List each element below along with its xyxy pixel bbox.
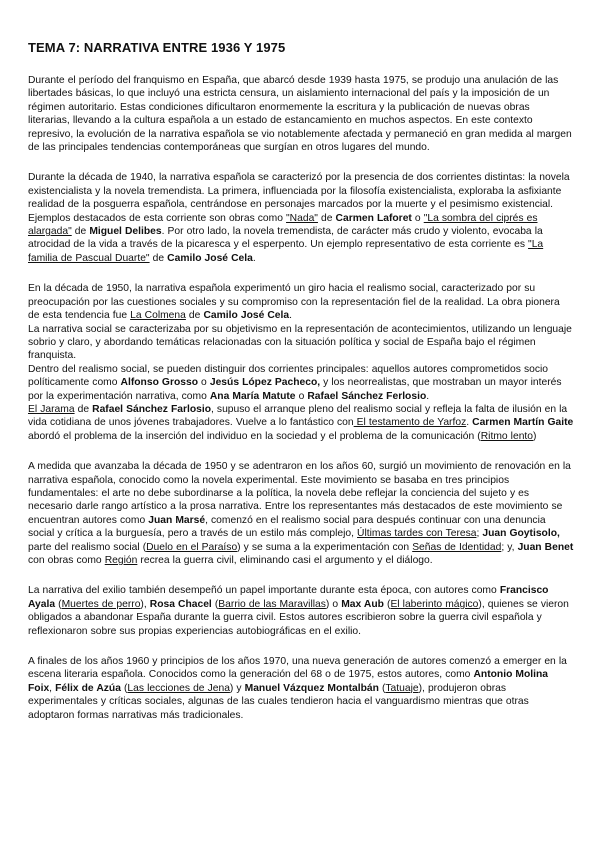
paragraph-gap: [28, 567, 574, 584]
text-run: de: [185, 310, 204, 322]
work-title: La Colmena: [130, 310, 186, 322]
text-run: ) y: [229, 682, 245, 694]
work-title: "La sombra del ciprés es alargada": [28, 212, 538, 238]
text-run: ), quienes se vieron obligados a abandonar España durante la guerra civil. Estos autores escribieron sobre la guerra civil española y reflexionaron sobre sus propias experiencias autobiográficas en el exilio.: [28, 598, 569, 637]
author-name: Jesús López Pacheco,: [209, 377, 321, 389]
author-name: Francisco Ayala: [28, 585, 549, 610]
work-title: "La familia de Pascual Duarte": [28, 239, 544, 264]
text-run: (: [55, 598, 62, 610]
text-run: , comenzó en el realismo social para después continuar con una denuncia social y crítica a la burguesía, pero a través de un estilo más complejo,: [28, 514, 546, 540]
text-run: La narrativa social se caracterizaba por su objetivismo en la representación de acontecimientos, utilizando un lenguaje sobrio y claro, y abordando temáticas relacionadas con la situación política y social de España bajo el régimen franquista.: [28, 323, 572, 362]
text-run: A finales de los años 1960 y principios de los años 1970, una nueva generación de autores comenzó a emerger en la escena literaria española. Conocidos como la generación del 68 o de 1975, estos autores, como: [28, 656, 567, 681]
text-run: A medida que avanzaba la década de 1950 y se adentraron en los años 60, surgió un movimiento de renovación en la narrativa española, conocido como la novela experimental. Este movimiento se basaba en tres principios fundamentales: el arte no debe subordinarse a la política, la novela debe reflejar la conciencia del sujeto y es necesario darle rango artístico a la prosa narrativa. Entre los representantes más destacados de este movimiento se encuentran autores como: [28, 461, 571, 526]
author-name: Antonio Molina Foix: [28, 669, 549, 694]
paragraph-franquismo: [28, 74, 574, 154]
text-run: con obras como: [28, 555, 105, 566]
author-name: Rafael Sánchez Farlosio: [92, 403, 211, 415]
text-run: de: [149, 252, 168, 264]
text-run: o: [411, 212, 424, 224]
author-name: Rosa Chacel: [149, 598, 212, 610]
text-run: Durante el período del franquismo en España, que abarcó desde 1939 hasta 1975, se produjo una anulación de las libertades básicas, lo que incluyó una estricta censura, un aislamiento internacional del país y la imposición de un régimen autoritario. Estas condiciones dificultaron enormemente la escritura y la publicación de nuevas obras literarias, llevando a la cultura española a un estado de estancamiento en muchos aspectos. En este contexto represivo, la evolución de la narrativa española se vio notablemente afectada y permaneció en gran medida al margen de las principales tendencias contemporáneas que surgían en otros lugares del mundo.: [28, 75, 572, 154]
text-run: ): [533, 430, 537, 442]
text-run: o: [197, 377, 210, 389]
paragraph-gap: [28, 638, 574, 655]
author-name: Ana María Matute: [209, 390, 296, 402]
text-run: parte del realismo social (: [28, 541, 147, 553]
paragraph-decada-1950: [28, 282, 574, 322]
text-run: .: [426, 390, 430, 402]
author-name: Camilo José Cela: [167, 252, 253, 264]
text-run: ), produjeron obras experimentales y críticas sociales, algunas de las cuales tendieron hacia el vanguardismo mientras que otras adoptaron formas narrativas más tradicionales.: [28, 682, 529, 721]
work-title: "Nada": [286, 212, 318, 224]
author-name: Carmen Martín Gaite: [472, 417, 574, 429]
author-name: Carmen Laforet: [335, 212, 412, 224]
work-title: Muertes de perro: [61, 598, 141, 610]
work-title: El testamento de Yarfoz: [353, 417, 467, 429]
work-title: Señas de Identidad: [412, 541, 502, 553]
text-run: ) o: [325, 598, 342, 610]
paragraph-el-jarama: [28, 403, 574, 443]
author-name: Max Aub: [341, 598, 384, 610]
text-run: de: [71, 226, 90, 238]
text-run: ),: [140, 598, 150, 610]
author-name: Juan Benet: [517, 541, 574, 553]
paragraph-generacion-68: [28, 655, 574, 722]
work-title: El Jarama: [28, 403, 75, 415]
work-title: Las lecciones de Jena: [127, 682, 230, 694]
work-title: Últimas tardes con Teresa: [357, 528, 477, 540]
author-name: Juan Marsé: [148, 514, 206, 526]
author-name: Juan Goytisolo,: [482, 528, 560, 540]
work-title: Región: [104, 555, 138, 566]
text-run: Durante la década de 1940, la narrativa española se caracterizó por la presencia de dos corrientes distintas: la novela existencialista y la novela tremendista. La primera, influenciada por la filosofía existencialista, exploraba la asfixiante realidad de la posguerra española, centrándose en personajes marcados por la muerte y el pesimismo existencial. Ejemplos destacados de esta corriente son obras como: [28, 172, 570, 224]
work-title: Ritmo lento: [480, 430, 534, 442]
text-run: (: [120, 682, 128, 694]
author-name: Camilo José Cela: [203, 310, 290, 322]
document-title: TEMA 7: NARRATIVA ENTRE 1936 Y 1975: [28, 40, 286, 55]
text-run: .: [289, 310, 292, 322]
work-title: Tatuaje: [385, 682, 419, 694]
text-run: En la década de 1950, la narrativa española experimentó un giro hacia el realismo social, caracterizado por su preocupación por las cuestiones sociales y su compromiso con la representación fiel de la realidad. La obra pionera de esta tendencia fue: [28, 283, 560, 322]
paragraph-realismo-social: [28, 363, 574, 403]
text-run: La narrativa del exilio también desempeñó un papel importante durante esta época, con autores como: [28, 585, 500, 597]
author-name: Alfonso Grosso: [120, 377, 198, 389]
paragraph-narrativa-social: [28, 323, 574, 363]
text-run: ;: [476, 528, 483, 540]
text-run: abordó el problema de la inserción del individuo en la sociedad y el problema de la comunicación (: [28, 430, 481, 442]
text-run: ; y,: [501, 541, 518, 553]
text-run: (: [378, 682, 386, 694]
author-name: Manuel Vázquez Montalbán: [244, 682, 379, 694]
text-run: .: [252, 252, 256, 264]
text-run: y los neorrealistas, que mostraban un mayor interés por la experimentación narrativa, como: [28, 377, 562, 402]
text-run: recrea la guerra civil, eliminando casi el argumento y el diálogo.: [137, 555, 433, 566]
text-run: ,: [49, 682, 56, 694]
work-title: Barrio de las Maravillas: [218, 598, 326, 610]
paragraph-exilio: [28, 584, 574, 638]
text-run: . Por otro lado, la novela tremendista, de carácter más crudo y violento, evocaba la atrocidad de la vida a través de la picaresca y el esperpento. Un ejemplo representativo de esta corriente es: [28, 226, 543, 251]
work-title: El laberinto mágico: [390, 598, 479, 610]
author-name: Félix de Azúa: [55, 682, 121, 694]
paragraph-gap: [28, 265, 574, 282]
text-run: (: [383, 598, 391, 610]
text-run: de: [317, 212, 336, 224]
text-run: de: [74, 403, 93, 415]
author-name: Miguel Delibes: [89, 226, 162, 238]
text-run: ) y se suma a la experimentación con: [237, 541, 413, 553]
text-run: Dentro del realismo social, se pueden distinguir dos corrientes principales: aquellos autores comprometidos socio políticamente como: [28, 363, 548, 389]
text-run: o: [295, 390, 308, 402]
paragraph-gap: [28, 154, 574, 171]
text-run: , supuso el arranque pleno del realismo social y refleja la falta de ilusión en la vida cotidiana de unos jóvenes trabajadores. Vuelve a lo fantástico con: [28, 403, 568, 429]
author-name: Rafael Sánchez Ferlosio: [307, 390, 427, 402]
paragraph-gap: [28, 443, 574, 460]
text-run: (: [211, 598, 219, 610]
work-title: Duelo en el Paraíso: [146, 541, 238, 553]
paragraph-decada-1940: [28, 171, 574, 265]
text-run: .: [466, 417, 473, 429]
paragraph-novela-experimental: [28, 460, 574, 567]
